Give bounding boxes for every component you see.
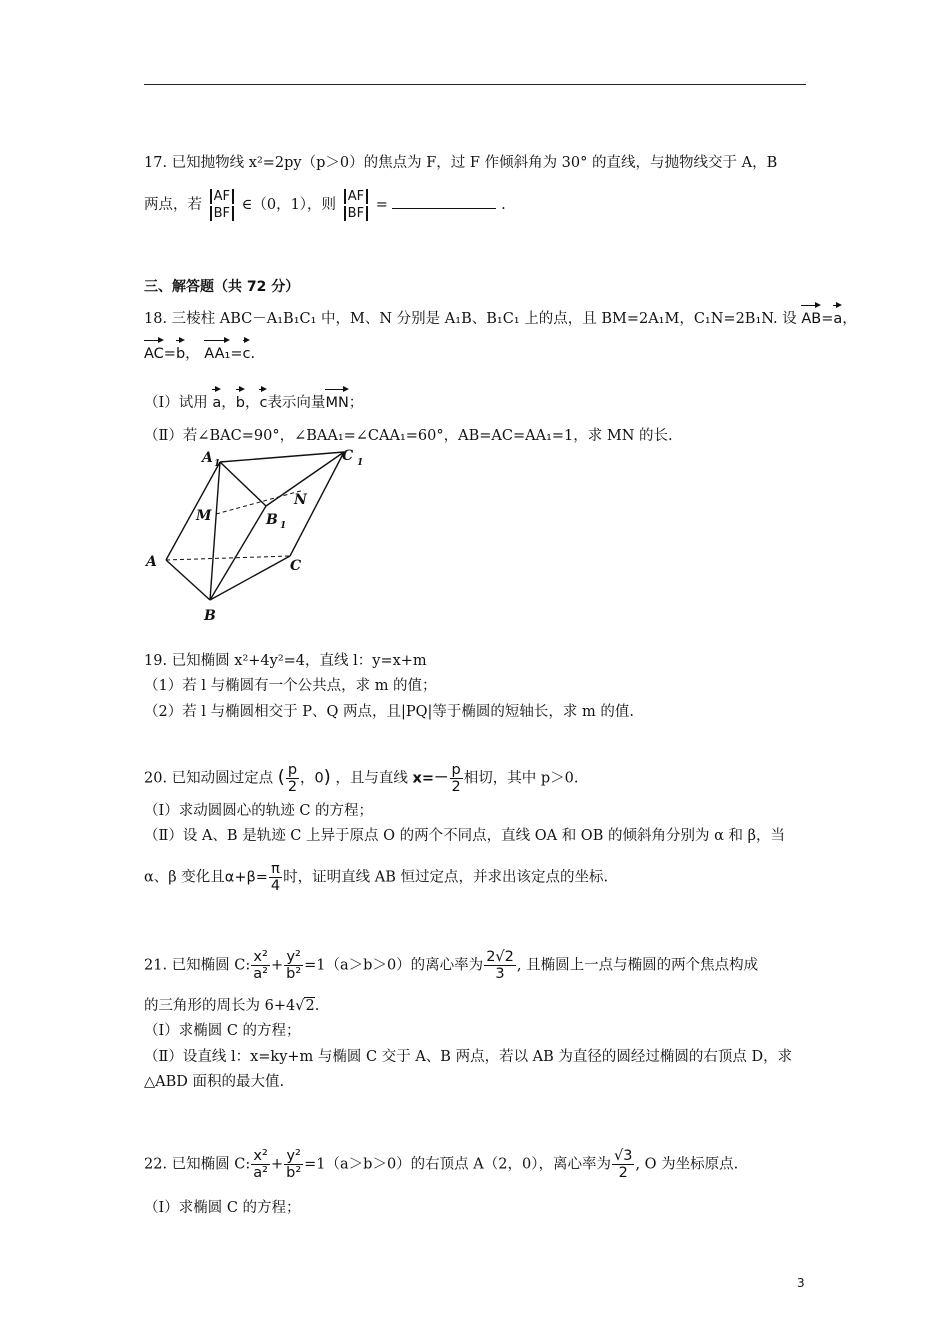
q20-prefix: 20. 已知动圆过定点 (144, 770, 274, 787)
page-number: 3 (797, 1276, 805, 1290)
q20-paren-open: ( (277, 766, 285, 788)
q18-part1-end: ； (348, 395, 364, 411)
q20-line4-end: 时，证明直线 AB 恒过定点，并求出该定点的坐标. (283, 869, 609, 886)
prism-figure (144, 448, 384, 628)
q18-part1 (144, 387, 363, 413)
q22-eccentricity (612, 1148, 634, 1181)
q20-zero: ，0 (300, 770, 324, 787)
q20-frac-2: 2 (287, 779, 298, 795)
label-a1-sub: 1 (214, 459, 221, 469)
label-n: N (294, 492, 307, 508)
q20-line3: （Ⅱ）设 A、B 是轨迹 C 上异于原点 O 的两个不同点，直线 OA 和 OB 的倾斜角分别为 α 和 β，当 (144, 828, 785, 844)
q19-line3: （2）若 l 与椭圆相交于 P、Q 两点，且|PQ|等于椭圆的短轴长，求 m 的值. (144, 704, 634, 720)
q21-line4: （Ⅱ）设直线 l：x=ky+m 与椭圆 C 交于 A、B 两点，若以 AB 为直径的圆经过椭圆的右顶点 D，求 (144, 1049, 793, 1065)
q18-line1 (144, 303, 857, 329)
q21-line1 (144, 949, 758, 982)
edge-b1-b (210, 506, 266, 600)
q17-line2 (144, 188, 506, 222)
q20-point-fraction (286, 762, 299, 795)
q18-part1-prefix: （Ⅰ）试用 (144, 395, 208, 411)
q22-plus: + (270, 1156, 284, 1173)
q20-line1 (144, 762, 579, 795)
edge-a1-b (210, 462, 220, 600)
q21-x-fraction (251, 949, 270, 982)
header-rule (144, 84, 806, 85)
q22-y-fraction (284, 1148, 303, 1181)
q20-frac-p: p (287, 762, 298, 778)
q18-period: . (250, 346, 256, 362)
q18-part1-comma-1: ， (221, 395, 236, 411)
q18-vector-ac: AC (144, 338, 164, 364)
q20-frac-2-2: 2 (451, 779, 461, 795)
label-b1-sub: 1 (280, 521, 287, 531)
label-a1: A (202, 450, 213, 466)
q21-plus: + (270, 957, 284, 974)
label-c1-sub: 1 (357, 458, 364, 468)
label-a: A (146, 554, 157, 570)
q21-x2: x² (253, 949, 268, 965)
section-heading: 三、解答题（共 72 分） (144, 279, 300, 295)
label-m: M (196, 508, 212, 524)
label-b1: B (266, 512, 278, 528)
q18-part1-mid: 表示向量 (267, 395, 326, 411)
q17-prefix: 两点，若 (144, 197, 202, 213)
q18-part1-vector-c: c (259, 387, 267, 413)
q20-paren-close: ) (323, 766, 331, 788)
q20-frac-4: 4 (270, 878, 281, 894)
q21-y-fraction (284, 949, 303, 982)
q17-tail: . (501, 197, 506, 213)
q21-b2: b² (286, 966, 302, 982)
q17-mid: ∈（0，1），则 (241, 197, 337, 213)
q20-line-eq: x=－ (412, 770, 449, 787)
q18-vector-ab: AB (801, 303, 821, 329)
q20-frac-pi: π (271, 861, 280, 877)
label-b: B (204, 608, 216, 624)
q20-pi-fraction (269, 861, 282, 894)
q21-eccentricity (484, 949, 516, 982)
q22-x2: x² (253, 1148, 268, 1164)
q21-end: , 且椭圆上一点与椭圆的两个焦点构成 (516, 957, 759, 974)
q18-vector-a: a (833, 303, 842, 329)
q22-y2: y² (286, 1148, 301, 1164)
q18-eq-1: = (821, 311, 834, 327)
q18-vector-c: c (243, 338, 251, 364)
q19-line2: （1）若 l 与椭圆有一个公共点，求 m 的值； (144, 678, 437, 694)
q21-line5: △ABD 面积的最大值. (144, 1074, 285, 1090)
q20-line-fraction (450, 762, 463, 795)
q22-prefix: 22. 已知椭圆 C: (144, 1156, 251, 1173)
q21-line2-end: . (314, 998, 320, 1014)
q18-part1-vector-b: b (236, 387, 245, 413)
q18-part2: （Ⅱ）若∠BAC=90°，∠BAA₁=∠CAA₁=60°，AB=AC=AA₁=1，求 MN 的长. (144, 428, 673, 444)
edge-a-c-hidden (166, 556, 290, 560)
q22-e-den: 2 (612, 1164, 634, 1181)
q21-e-num: 2√2 (486, 949, 514, 965)
q18-text: 18. 三棱柱 ABC－A₁B₁C₁ 中，M、N 分别是 A₁B、B₁C₁ 上的点，且 BM=2A₁M，C₁N=2B₁N. 设 (144, 311, 797, 327)
q20-line2: （Ⅰ）求动圆圆心的轨迹 C 的方程； (144, 803, 374, 819)
q20-alpha-beta: α+β= (224, 869, 268, 886)
q22-b2: b² (286, 1165, 302, 1181)
q21-sqrt2: 2 (305, 998, 315, 1014)
q22-end: , O 为坐标原点. (635, 1156, 739, 1173)
edge-a1-a (166, 462, 220, 560)
q18-line2 (144, 338, 255, 364)
label-c: C (290, 558, 302, 574)
q20-line4 (144, 861, 608, 894)
q18-eq-2: = (163, 346, 176, 362)
q22-line2: （Ⅰ）求椭圆 C 的方程； (144, 1200, 301, 1216)
q17-equals: = (375, 197, 388, 213)
q22-x-fraction (251, 1148, 270, 1181)
q20-line4-prefix: α、β 变化且 (144, 869, 225, 886)
q18-part1-comma-2: ， (244, 395, 260, 411)
q21-prefix: 21. 已知椭圆 C: (144, 957, 251, 974)
q18-vector-b: b (176, 338, 185, 364)
q17-abs-af-2: AF (344, 189, 368, 204)
edge-a1-b1 (220, 462, 266, 506)
q21-sqrt-sign: √ (295, 998, 305, 1014)
q21-e-den: 3 (484, 965, 516, 982)
edge-a1-c1 (220, 452, 344, 462)
q20-frac-p-2: p (451, 762, 461, 778)
q22-e-num: √3 (613, 1148, 633, 1164)
segment-m-n (216, 490, 304, 514)
q18-eq-3: = (230, 346, 243, 362)
q22-a2: a² (253, 1165, 268, 1181)
q17-line1: 17. 已知抛物线 x²=2py（p＞0）的焦点为 F，过 F 作倾斜角为 30° 的直线，与抛物线交于 A，B (144, 155, 778, 171)
q18-comma-1: ， (842, 311, 857, 327)
edge-b-c (210, 556, 290, 600)
q21-line3: （Ⅰ）求椭圆 C 的方程； (144, 1023, 301, 1039)
q18-part1-vector-a: a (212, 387, 221, 413)
q21-y2: y² (286, 949, 301, 965)
q19-line1: 19. 已知椭圆 x²+4y²=4，直线 l：y=x+m (144, 653, 427, 669)
q18-vector-mn: MN (325, 387, 348, 413)
q17-abs-bf-2: BF (344, 206, 368, 221)
q17-answer-blank (392, 194, 496, 209)
q21-line2 (144, 996, 319, 1016)
q17-fraction-2 (342, 188, 370, 222)
q22-line1 (144, 1148, 738, 1181)
q20-end: 相切，其中 p＞0. (463, 770, 579, 787)
q22-mid: =1（a＞b＞0）的右顶点 A（2，0），离心率为 (304, 1156, 611, 1173)
q17-abs-bf: BF (210, 206, 234, 221)
q17-fraction-1 (208, 188, 236, 222)
label-c1: C (342, 448, 354, 464)
q17-abs-af: AF (210, 189, 234, 204)
q21-a2: a² (253, 966, 268, 982)
q21-line2-prefix: 的三角形的周长为 6+4 (144, 998, 296, 1014)
edge-a-b (166, 560, 210, 600)
q18-vector-aa1: AA₁ (204, 338, 230, 364)
q20-mid: ，且与直线 (335, 770, 408, 787)
q18-comma-2: ， (185, 346, 200, 362)
q21-mid: =1（a＞b＞0）的离心率为 (304, 957, 484, 974)
